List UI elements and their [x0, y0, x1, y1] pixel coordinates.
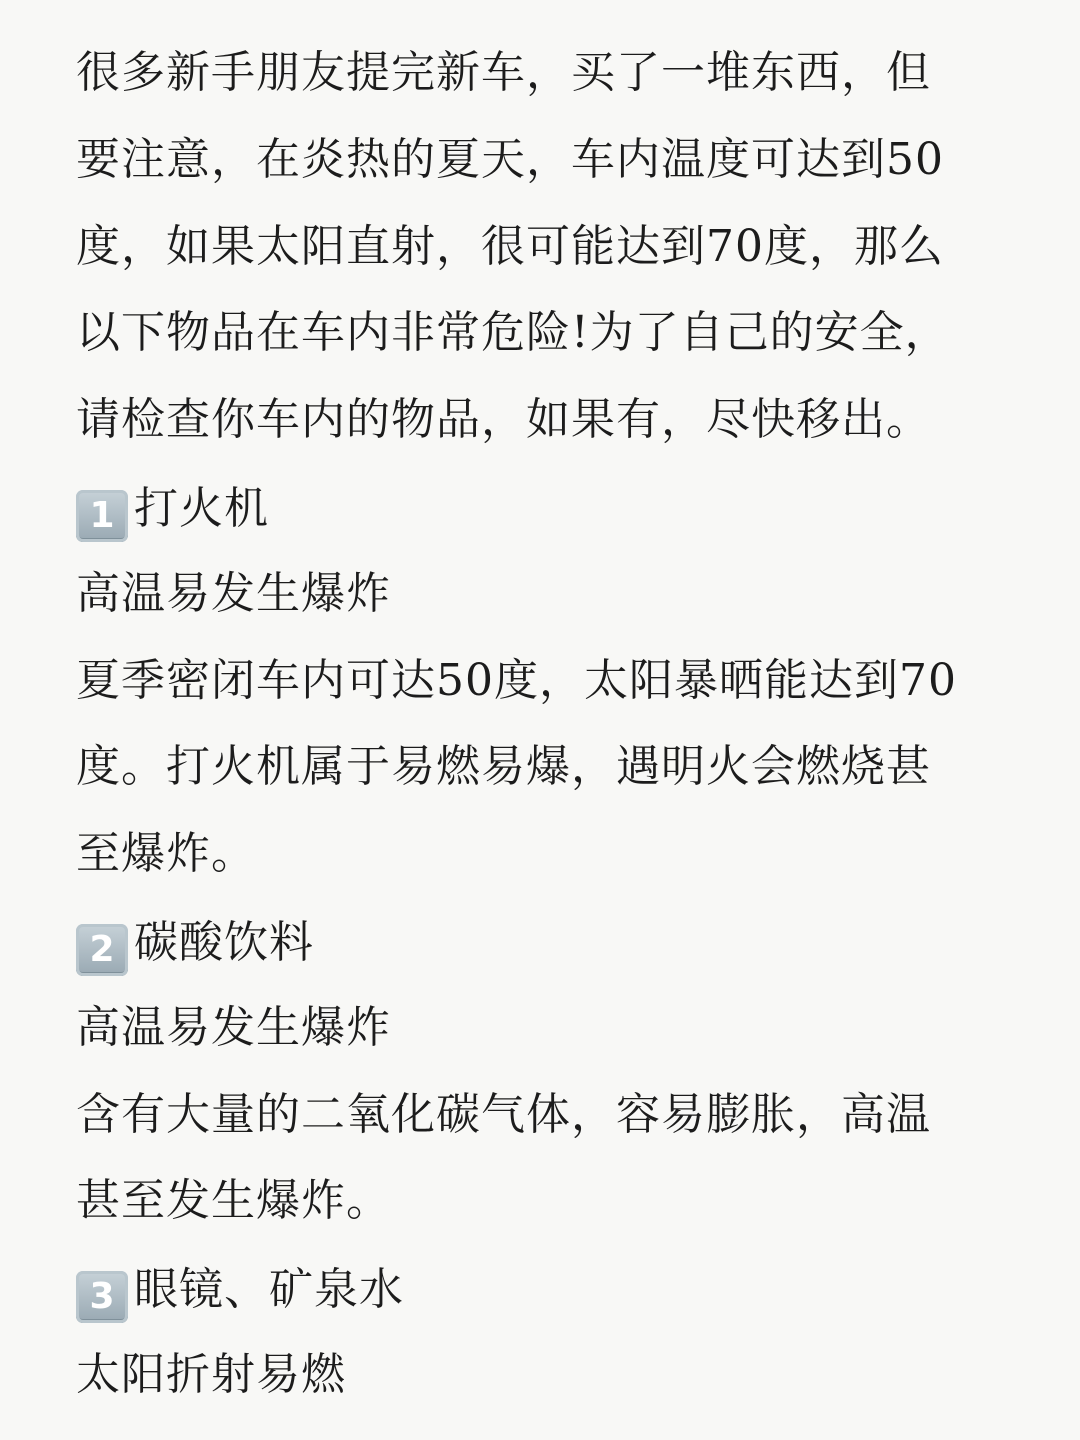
item-desc-line: 度。打火机属于易燃易爆，遇明火会燃烧甚 — [76, 741, 931, 793]
item-heading-2 — [76, 898, 1006, 985]
intro-line: 很多新手朋友提完新车，买了一堆东西，但 — [76, 47, 931, 98]
item-desc-line: 夏季密闭车内可达50度，太阳暴晒能达到70 — [76, 654, 957, 706]
intro-line: 请检查你车内的物品，如果有，尽快移出。 — [76, 394, 931, 446]
item-heading-3 — [76, 1245, 1006, 1332]
article-body — [76, 30, 1006, 1419]
item-title: 碳酸饮料 — [134, 917, 314, 969]
item-subtitle: 高温易发生爆炸 — [76, 567, 391, 619]
keycap-number-1-icon: 1 — [76, 490, 128, 542]
item-subtitle: 太阳折射易燃 — [76, 1348, 346, 1400]
keycap-number-2-icon: 2 — [76, 924, 128, 976]
item-heading-1 — [76, 464, 1006, 551]
item-subtitle: 高温易发生爆炸 — [76, 1001, 391, 1053]
intro-line: 度，如果太阳直射，很可能达到70度，那么 — [76, 220, 944, 272]
item-title: 打火机 — [134, 483, 269, 535]
intro-line: 以下物品在车内非常危险!为了自己的安全， — [76, 307, 950, 359]
intro-line: 要注意，在炎热的夏天，车内温度可达到50 — [76, 133, 944, 185]
item-desc-line: 甚至发生爆炸。 — [76, 1175, 391, 1227]
item-title: 眼镜、矿泉水 — [134, 1264, 404, 1316]
keycap-number-3-icon: 3 — [76, 1271, 128, 1323]
item-desc-line: 至爆炸。 — [76, 828, 256, 880]
item-desc-line: 含有大量的二氧化碳气体，容易膨胀，高温 — [76, 1088, 931, 1140]
